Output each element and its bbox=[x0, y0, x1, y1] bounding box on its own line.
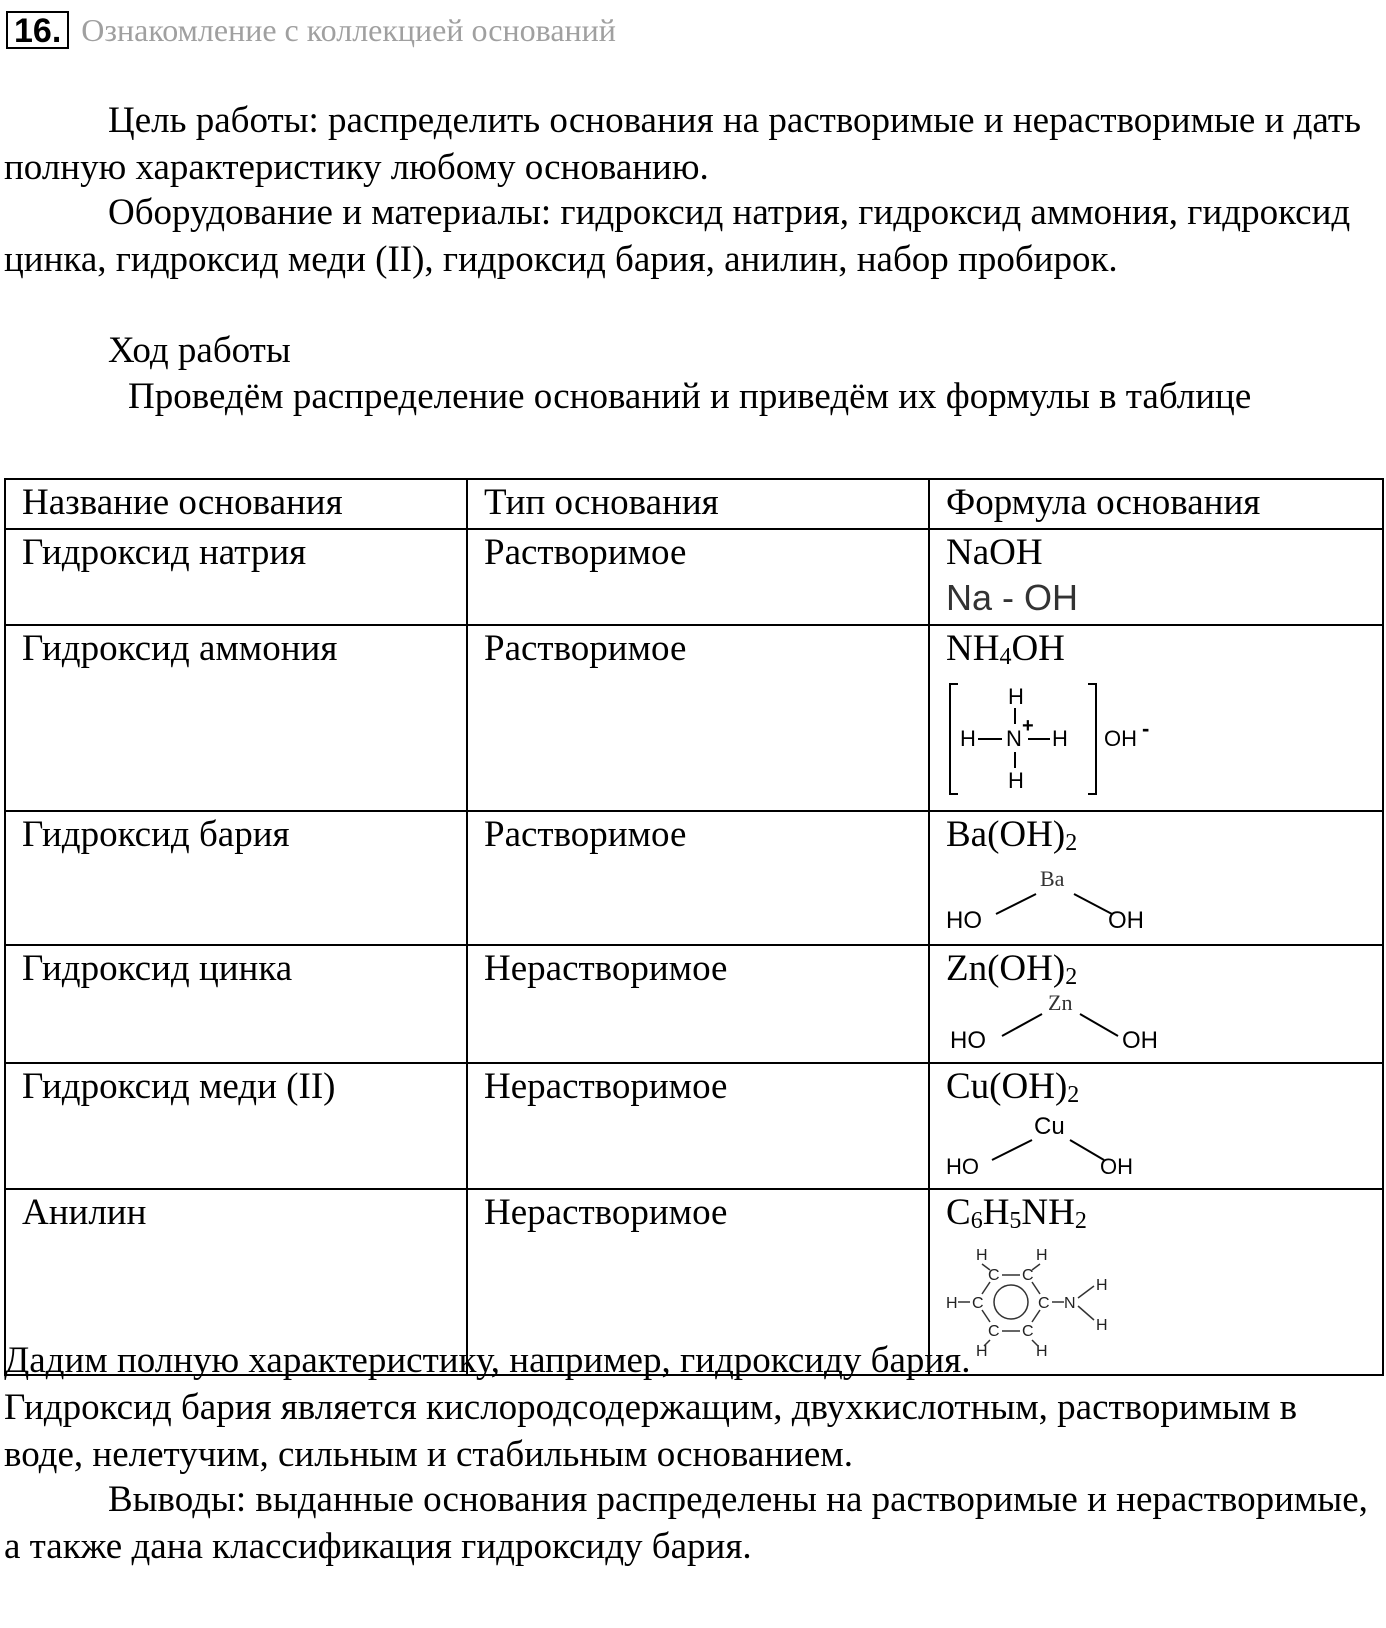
base-type: Нерастворимое bbox=[467, 1189, 929, 1375]
base-name: Анилин bbox=[5, 1189, 467, 1375]
bases-table bbox=[4, 478, 1384, 1376]
base-type: Нерастворимое bbox=[467, 945, 929, 1063]
svg-text:H: H bbox=[1036, 1247, 1048, 1264]
table-row bbox=[5, 811, 1383, 945]
svg-text:H: H bbox=[976, 1247, 988, 1264]
svg-text:HO: HO bbox=[946, 907, 982, 932]
table-row bbox=[5, 1063, 1383, 1189]
table-row bbox=[5, 625, 1383, 811]
svg-text:Cu: Cu bbox=[1034, 1113, 1065, 1140]
base-formula: C6H5NH2 bbox=[946, 1192, 1087, 1234]
procedure-heading: Ход работы bbox=[108, 330, 291, 371]
structural-formula: Na - OH bbox=[946, 577, 1079, 618]
base-name: Гидроксид меди (II) bbox=[5, 1063, 467, 1189]
structural-formula bbox=[946, 866, 1186, 932]
svg-text:Ba: Ba bbox=[1040, 866, 1065, 891]
exercise-header bbox=[6, 10, 616, 50]
header-name: Название основания bbox=[5, 479, 467, 529]
svg-text:H: H bbox=[946, 1295, 958, 1312]
base-name: Гидроксид бария bbox=[5, 811, 467, 945]
svg-text:C: C bbox=[988, 1323, 1000, 1340]
base-type: Растворимое bbox=[467, 811, 929, 945]
table-intro: Проведём распределение оснований и приведём их формулы в таблице bbox=[128, 376, 1252, 417]
svg-text:HO: HO bbox=[950, 1027, 986, 1050]
base-formula-cell bbox=[929, 945, 1383, 1063]
base-name: Гидроксид цинка bbox=[5, 945, 467, 1063]
header-formula: Формула основания bbox=[929, 479, 1383, 529]
base-formula-cell bbox=[929, 529, 1383, 625]
characteristic-paragraph: Гидроксид бария является кислородсодержащим, двухкислотным, растворимым в воде, нелетучим, сильным и стабильным основанием. bbox=[4, 1387, 1298, 1475]
svg-text:H: H bbox=[1052, 726, 1068, 751]
conclusions-paragraph: Выводы: выданные основания распределены на растворимые и нерастворимые, а также дана классификация гидроксиду бария. bbox=[4, 1479, 1368, 1567]
exercise-number: 16. bbox=[6, 11, 69, 49]
svg-text:C: C bbox=[972, 1295, 984, 1312]
header-type: Тип основания bbox=[467, 479, 929, 529]
structural-formula bbox=[946, 990, 1186, 1050]
exercise-title: Ознакомление с коллекцией оснований bbox=[81, 11, 616, 48]
base-type: Растворимое bbox=[467, 529, 929, 625]
svg-text:H: H bbox=[1096, 1317, 1108, 1334]
equipment-paragraph: Оборудование и материалы: гидроксид натрия, гидроксид аммония, гидроксид цинка, гидроксид меди (II), гидроксид бария, анилин, набор пробирок. bbox=[4, 192, 1351, 280]
svg-text:N: N bbox=[1064, 1295, 1076, 1312]
base-name: Гидроксид натрия bbox=[5, 529, 467, 625]
svg-text:OH: OH bbox=[1104, 726, 1137, 751]
base-formula: Ba(OH)2 bbox=[946, 814, 1078, 856]
svg-text:H: H bbox=[976, 1343, 988, 1360]
svg-text:OH: OH bbox=[1122, 1027, 1158, 1050]
base-formula-cell bbox=[929, 811, 1383, 945]
base-type: Растворимое bbox=[467, 625, 929, 811]
svg-text:C: C bbox=[1038, 1295, 1050, 1312]
svg-text:H: H bbox=[1096, 1277, 1108, 1294]
svg-text:N: N bbox=[1006, 726, 1022, 751]
table-row bbox=[5, 945, 1383, 1063]
svg-text:H: H bbox=[960, 726, 976, 751]
svg-text:C: C bbox=[1022, 1323, 1034, 1340]
svg-text:+: + bbox=[1022, 715, 1034, 737]
goal-paragraph: Цель работы: распределить основания на растворимые и нерастворимые и дать полную характеристику любому основанию. bbox=[4, 100, 1361, 188]
structural-formula bbox=[946, 680, 1166, 798]
svg-text:HO: HO bbox=[946, 1154, 979, 1176]
base-formula: NaOH bbox=[946, 532, 1043, 573]
svg-text:C: C bbox=[1022, 1267, 1034, 1284]
base-formula: Zn(OH)2 bbox=[946, 948, 1078, 990]
characteristic-intro: Дадим полную характеристику, например, гидроксиду бария. bbox=[4, 1340, 971, 1381]
svg-text:-: - bbox=[1142, 716, 1150, 741]
base-formula: NH4OH bbox=[946, 628, 1065, 670]
svg-text:H: H bbox=[1036, 1343, 1048, 1360]
base-name: Гидроксид аммония bbox=[5, 625, 467, 811]
base-formula-cell bbox=[929, 625, 1383, 811]
svg-text:OH: OH bbox=[1100, 1154, 1133, 1176]
table-header-row bbox=[5, 479, 1383, 529]
svg-text:OH: OH bbox=[1108, 907, 1144, 932]
svg-text:H: H bbox=[1008, 684, 1024, 709]
base-formula-cell bbox=[929, 1063, 1383, 1189]
svg-text:C: C bbox=[988, 1267, 1000, 1284]
table-row bbox=[5, 529, 1383, 625]
svg-text:Zn: Zn bbox=[1048, 990, 1073, 1015]
base-type: Нерастворимое bbox=[467, 1063, 929, 1189]
svg-text:H: H bbox=[1008, 768, 1024, 793]
base-formula: Cu(OH)2 bbox=[946, 1066, 1080, 1108]
structural-formula bbox=[946, 1112, 1186, 1176]
